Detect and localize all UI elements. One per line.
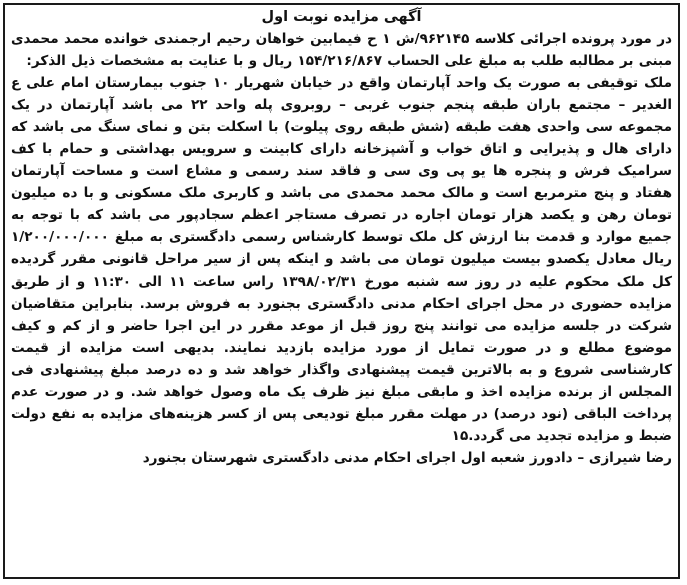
auction-notice [3, 3, 680, 579]
notice-intro-paragraph: در مورد پرونده اجرائی کلاسه ۹۶۲۱۴۵/ش ۱ ح فیمابین خواهان رحیم ارجمندی خوانده محمد محمدی مبنی بر مطالبه طلب به مبلغ علی الحساب ۱۵۴/۲۱۶/۸۶۷ ریال و با عنایت به مشخصات ذیل الذکر: [11, 31, 672, 70]
notice-title: آگهی مزایده نوبت اول [261, 9, 422, 25]
notice-description-paragraph: ملک توقیفی به صورت یک واحد آپارتمان واقع در خیابان شهریار ۱۰ جنوب بیمارستان امام علی ع الغدیر – مجتمع باران طبقه پنجم جنوب غربی – روبروی پله واحد ۲۲ می باشد آپارتمان در یک مجموعه سی واحدی هفت طبقه (شش طبقه روی پیلوت) با اسکلت بتن و نمای سنگ می باشد که دارای هال و پذیرایی و اتاق خواب و آشپزخانه دارای کابینت و سرویس بهداشتی و حمام با کف سرامیک فرش و پنجره ها یو پی وی سی و فاقد سند رسمی و مشاع است و مساحت آپارتمان هفتاد و پنج مترمربع است و مالک محمد محمدی می باشد و کاربری ملک مسکونی و با ده میلیون تومان رهن و یکصد هزار تومان اجاره در تصرف مستاجر اعظم سجادپور می باشد که با توجه به جمیع موارد و قدمت بنا ارزش کل ملک توسط کارشناس رسمی دادگستری به مبلغ ۱/۲۰۰/۰۰۰/۰۰۰ ریال معادل یکصدو بیست میلیون تومان می باشد و اینکه پس از سیر مراحل قانونی مقرر گردیده کل ملک محکوم علیه در روز سه شنبه مورخ ۱۳۹۸/۰۲/۳۱ راس ساعت ۱۱ الی ۱۱:۳۰ و از طریق مزایده حضوری در محل اجرای احکام مدنی دادگستری بجنورد به فروش برسد. بنابراین متقاضیان شرکت در جلسه مزایده می توانند پنج روز قبل از موعد مقرر در این اجرا حاضر و از کم و کیف موضوع مطلع و در صورت تمایل از مورد مزایده بازدید نمایند. بدیهی است مزایده از قیمت کارشناسی شروع و به بالاترین قیمت پیشنهادی واگذار خواهد شد و ده درصد مبلغ پیشنهادی فی المجلس از برنده مزایده اخذ و مابقی مبلغ نیز ظرف یک ماه وصول خواهد شد. و در صورت عدم پرداخت الباقی (نود درصد) در مهلت مقرر مبلغ تودیعی پس از کسر هزینه‌های مزایده به نفع دولت ضبط و مزایده تجدید می گردد.۱۵ [11, 75, 672, 444]
notice-signature: رضا شیرازی – دادورز شعبه اول اجرای احکام مدنی دادگستری شهرستان بجنورد [142, 449, 672, 466]
